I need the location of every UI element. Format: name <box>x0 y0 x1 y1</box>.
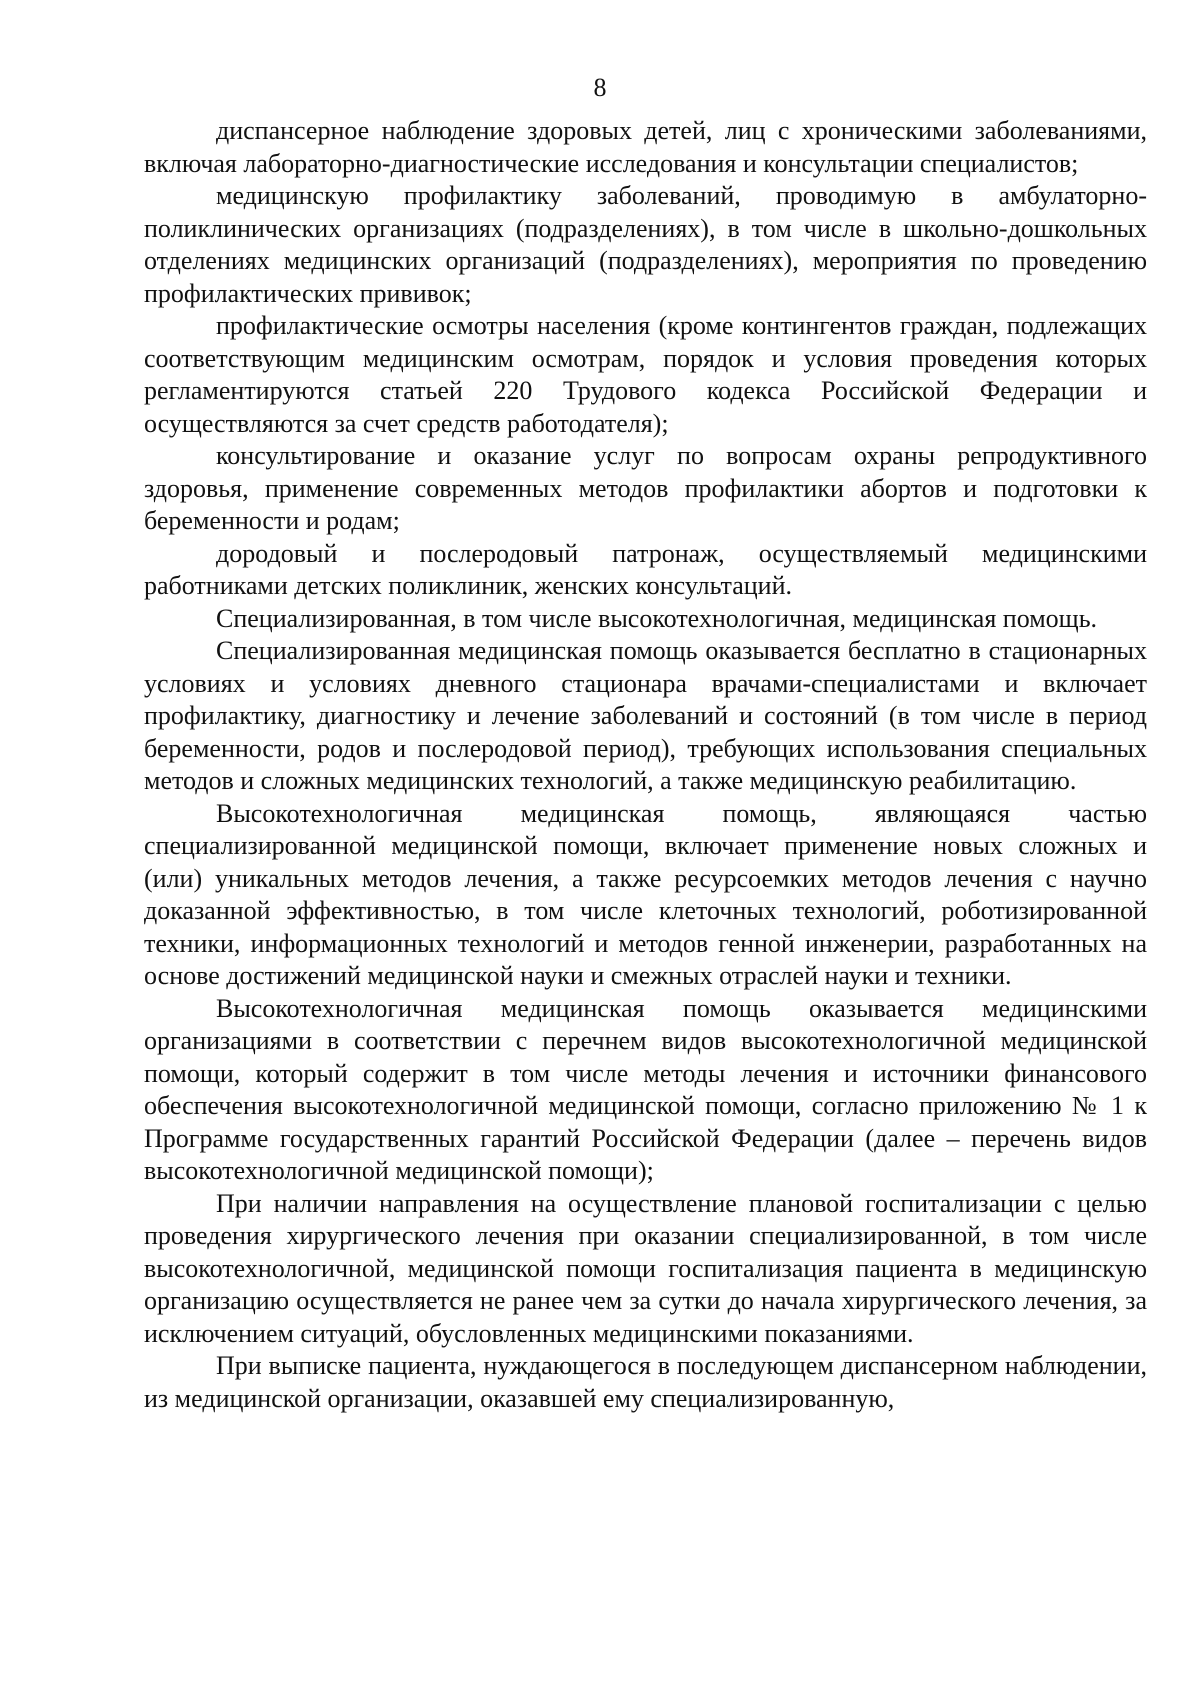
paragraph-patient-discharge: При выписке пациента, нуждающегося в последующем диспансерном наблюдении, из медицинской организации, оказавшей ему специализированную, <box>144 1351 1147 1413</box>
paragraph-preventive-examinations: профилактические осмотры населения (кроме контингентов граждан, подлежащих соответствующим медицинским осмотрам, порядок и условия проведения которых регламентируются статьей 220 Трудового кодекса Российской Федерации и осуществляются за счет средств работодателя); <box>144 311 1147 438</box>
paragraph-reproductive-health: консультирование и оказание услуг по вопросам охраны репродуктивного здоровья, применение современных методов профилактики абортов и подготовки к беременности и родам; <box>144 441 1147 535</box>
paragraph-dispensary-observation: диспансерное наблюдение здоровых детей, лиц с хроническими заболеваниями, включая лабораторно-диагностические исследования и консультации специалистов; <box>144 116 1147 178</box>
document-body <box>144 115 1147 1415</box>
paragraph-patronage: дородовый и послеродовый патронаж, осуществляемый медицинскими работниками детских поликлиник, женских консультаций. <box>144 538 1147 600</box>
paragraph-specialized-care: Специализированная медицинская помощь оказывается бесплатно в стационарных условиях и условиях дневного стационара врачами-специалистами и включает профилактику, диагностику и лечение заболеваний и состояний (в том числе в период беременности, родов и послеродовой период), требующих использования специальных методов и сложных медицинских технологий, а также медицинскую реабилитацию. <box>144 636 1147 795</box>
paragraph-planned-hospitalization: При наличии направления на осуществление плановой госпитализации с целью проведения хирургического лечения при оказании специализированной, в том числе высокотехнологичной, медицинской помощи госпитализация пациента в медицинскую организацию осуществляется не ранее чем за сутки до начала хирургического лечения, за исключением ситуаций, обусловленных медицинскими показаниями. <box>144 1188 1147 1348</box>
page-number: 8 <box>593 73 607 102</box>
paragraph-medical-prevention: медицинскую профилактику заболеваний, проводимую в амбулаторно-поликлинических организациях (подразделениях), в том числе в школьно-дошкольных отделениях медицинских организаций (подразделениях), мероприятия по проведению профилактических прививок; <box>144 181 1147 308</box>
paragraph-high-tech-care-definition: Высокотехнологичная медицинская помощь, являющаяся частью специализированной медицинской помощи, включает применение новых сложных и (или) уникальных методов лечения, а также ресурсоемких методов лечения с научно доказанной эффективностью, в том числе клеточных технологий, роботизированной техники, информационных технологий и методов генной инженерии, разработанных на основе достижений медицинской науки и смежных отраслей науки и техники. <box>144 798 1147 990</box>
paragraph-specialized-care-heading: Специализированная, в том числе высокотехнологичная, медицинская помощь. <box>216 603 1098 633</box>
paragraph-high-tech-care-provision: Высокотехнологичная медицинская помощь оказывается медицинскими организациями в соответствии с перечнем видов высокотехнологичной медицинской помощи, который содержит в том числе методы лечения и источники финансового обеспечения высокотехнологичной медицинской помощи, согласно приложению № 1 к Программе государственных гарантий Российской Федерации (далее – перечень видов высокотехнологичной медицинской помощи); <box>144 993 1147 1185</box>
